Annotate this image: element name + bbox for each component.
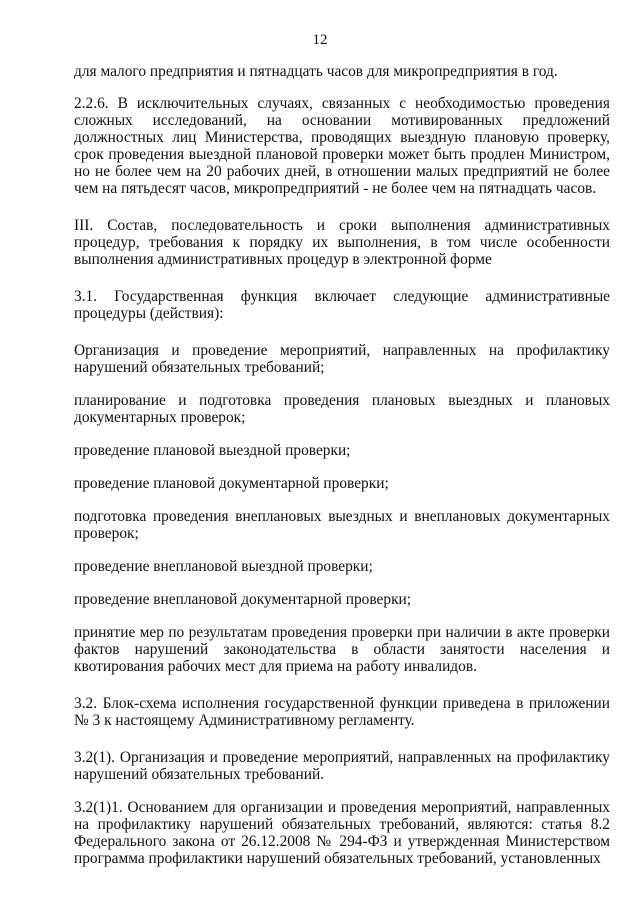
paragraph-3-1: 3.1. Государственная функция включает следующие административные процедуры (действия): <box>74 288 610 322</box>
paragraph-3-2: 3.2. Блок-схема исполнения государственной функции приведена в приложении № 3 к настоящему Административному регламенту. <box>74 695 610 729</box>
list-item-planned-onsite: проведение плановой выездной проверки; <box>74 442 351 459</box>
list-item-unplanned-onsite: проведение внеплановой выездной проверки; <box>74 558 373 575</box>
paragraph-2-2-6: 2.2.6. В исключительных случаях, связанных с необходимостью проведения сложных исследований, на основании мотивированных предложений должностных лиц Министерства, проводящих выездную плановую проверку, срок проведения выездной плановой проверки может быть продлен Министром, но не более чем на 20 рабочих дней, в отношении малых предприятий не более чем на пятьдесят часов, микропредприятий - не более чем на пятнадцать часов. <box>74 95 610 197</box>
list-item-unplanned-preparation: подготовка проведения внеплановых выездных и внеплановых документарных проверок; <box>74 508 610 542</box>
list-item-planned-documentary: проведение плановой документарной проверки; <box>74 475 389 492</box>
list-item-unplanned-documentary: проведение внеплановой документарной проверки; <box>74 591 412 608</box>
list-item-measures: принятие мер по результатам проведения проверки при наличии в акте проверки фактов нарушений законодательства в области занятости населения и квотирования рабочих мест для приема на работу инвалидов. <box>74 624 610 675</box>
page-number: 12 <box>312 32 328 48</box>
paragraph-3-2-1: 3.2(1). Организация и проведение мероприятий, направленных на профилактику нарушений обязательных требований. <box>74 749 610 783</box>
paragraph-continuation: для малого предприятия и пятнадцать часов для микропредприятия в год. <box>74 63 558 80</box>
paragraph-3-2-1-1: 3.2(1)1. Основанием для организации и проведения мероприятий, направленных на профилактику нарушений обязательных требований, являются: статья 8.2 Федерального закона от 26.12.2008 № 294-ФЗ и утвержденная Министерством программа профилактики нарушений обязательных требований, установленных <box>74 799 610 867</box>
list-item-organization: Организация и проведение мероприятий, направленных на профилактику нарушений обязательных требований; <box>74 342 610 376</box>
list-item-planning: планирование и подготовка проведения плановых выездных и плановых документарных проверок; <box>74 392 610 426</box>
section-heading-iii: III. Состав, последовательность и сроки выполнения административных процедур, требования к порядку их выполнения, в том числе особенности выполнения административных процедур в электронной форме <box>74 217 610 268</box>
document-body <box>74 63 610 867</box>
